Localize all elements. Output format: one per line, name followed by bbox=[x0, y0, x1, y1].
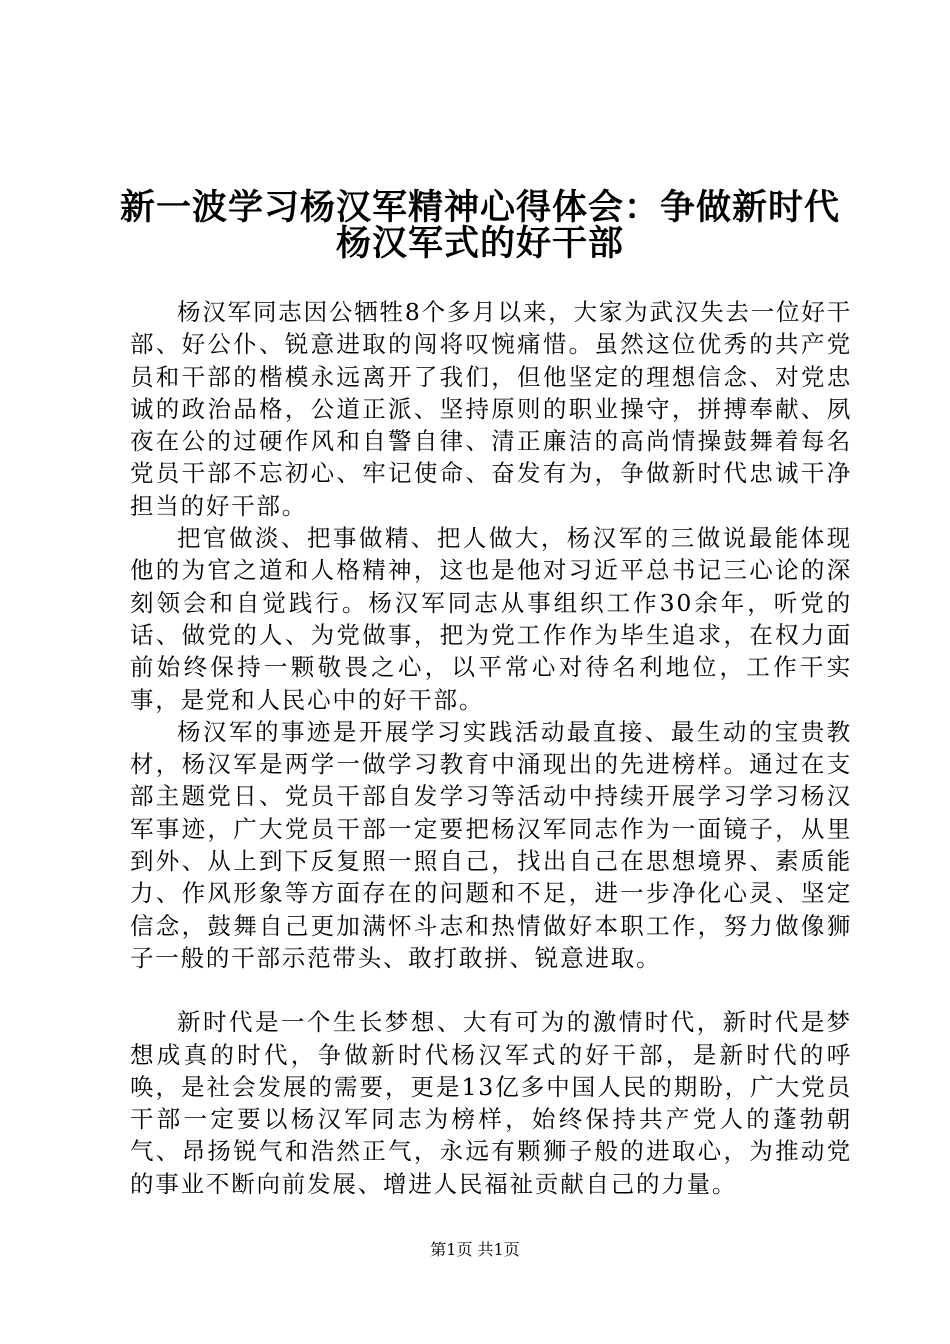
paragraph-1: 杨汉军同志因公牺牲8个多月以来，大家为武汉失去一位好干部、好公仆、锐意进取的闯将叹惋痛惜。虽然这位优秀的共产党员和干部的楷模永远离开了我们，但他坚定的理想信念、对党忠诚的政治品格，公道正派、坚持原则的职业操守，拼搏奉献、夙夜在公的过硬作风和自警自律、清正廉洁的高尚情操鼓舞着每名党员干部不忘初心、牢记使命、奋发有为，争做新时代忠诚干净担当的好干部。 bbox=[130, 298, 852, 520]
paragraph-3: 杨汉军的事迹是开展学习实践活动最直接、最生动的宝贵教材，杨汉军是两学一做学习教育中涌现出的先进榜样。通过在支部主题党日、党员干部自发学习等活动中持续开展学习学习杨汉军事迹，广大党员干部一定要把杨汉军同志作为一面镜子，从里到外、从上到下反复照一照自己，找出自己在思想境界、素质能力、作风形象等方面存在的问题和不足，进一步净化心灵、坚定信念，鼓舞自己更加满怀斗志和热情做好本职工作，努力做像狮子一般的干部示范带头、敢打敢拼、锐意进取。 bbox=[130, 717, 852, 972]
paragraph-2: 把官做淡、把事做精、把人做大，杨汉军的三做说最能体现他的为官之道和人格精神，这也是他对习近平总书记三心论的深刻领会和自觉践行。杨汉军同志从事组织工作30余年，听党的话、做党的人、为党做事，把为党工作作为毕生追求，在权力面前始终保持一颗敬畏之心，以平常心对待名利地位，工作干实事，是党和人民心中的好干部。 bbox=[130, 524, 852, 714]
page-footer: 第1页 共1页 bbox=[430, 1240, 520, 1259]
document-title-line-1: 新一波学习杨汉军精神心得体会：争做新时代 bbox=[119, 187, 840, 228]
paragraph-4: 新时代是一个生长梦想、大有可为的激情时代，新时代是梦想成真的时代，争做新时代杨汉军式的好干部，是新时代的呼唤，是社会发展的需要，更是13亿多中国人民的期盼，广大党员干部一定要以杨汉军同志为榜样，始终保持共产党人的蓬勃朝气、昂扬锐气和浩然正气，永远有颗狮子般的进取心，为推动党的事业不断向前发展、增进人民福祉贡献自己的力量。 bbox=[130, 1008, 852, 1198]
document-title-line-2: 杨汉军式的好干部 bbox=[335, 223, 624, 264]
document-body bbox=[130, 296, 852, 1200]
